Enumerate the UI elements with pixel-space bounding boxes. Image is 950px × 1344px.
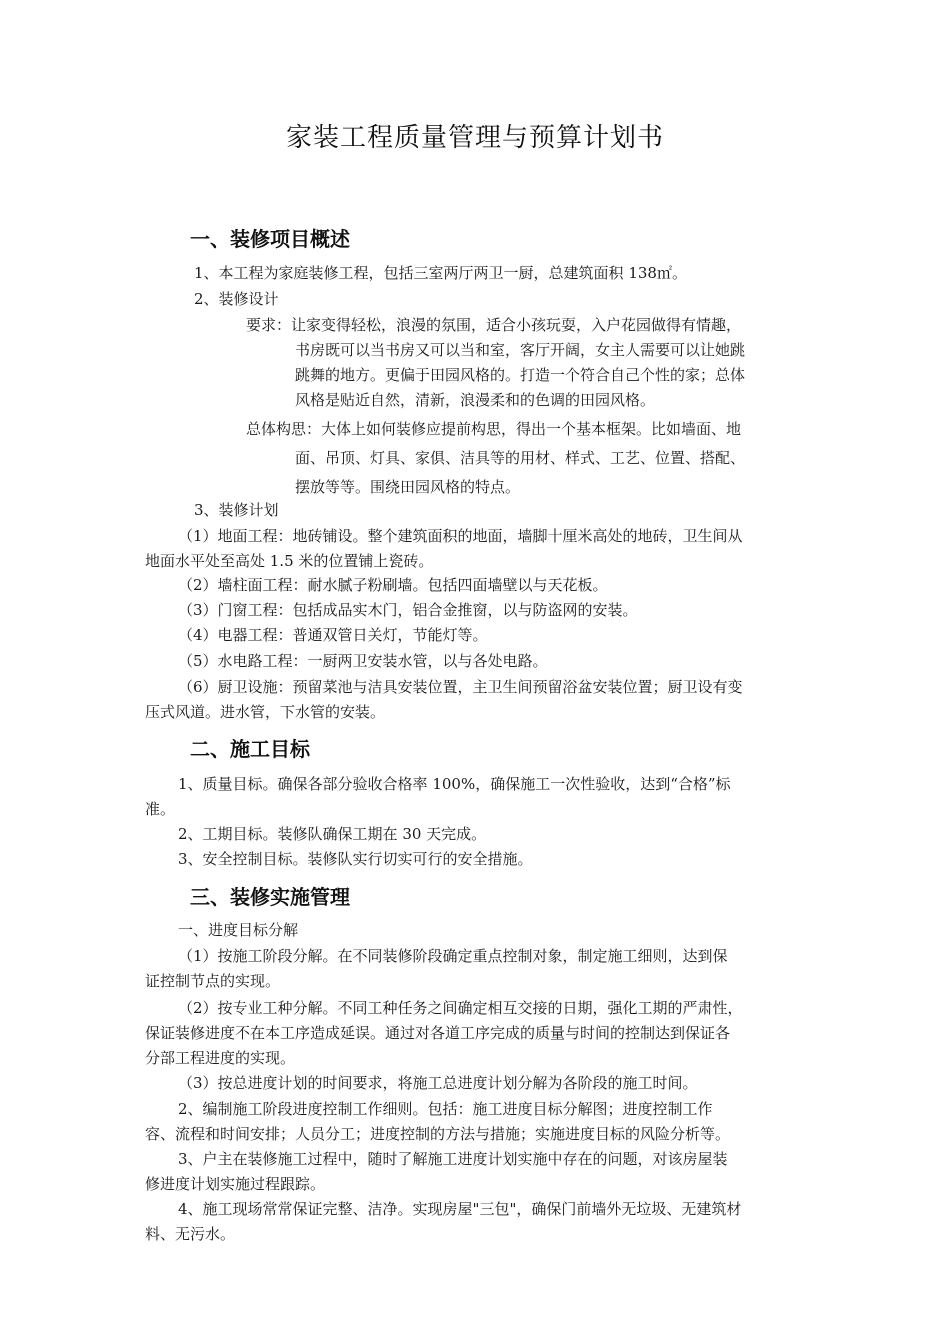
section1-heading: 一、装修项目概述 xyxy=(190,227,350,251)
goal-line: 3、安全控制目标。装修队实行切实可行的安全措施。 xyxy=(178,850,533,868)
section1-item2: 2、装修设计 xyxy=(194,290,279,308)
concept-line: 摆放等等。围绕田园风格的特点。 xyxy=(295,478,521,496)
management-line: （1）按施工阶段分解。在不同装修阶段确定重点控制对象，制定施工细则，达到保 xyxy=(178,947,728,965)
document-title: 家装工程质量管理与预算计划书 xyxy=(285,123,664,153)
management-line: 修进度计划实施过程跟踪。 xyxy=(145,1175,326,1193)
management-line: （3）按总进度计划的时间要求，将施工总进度计划分解为各阶段的施工时间。 xyxy=(178,1074,698,1092)
management-line: 4、施工现场常常保证完整、洁净。实现房屋"三包"，确保门前墙外无垃圾、无建筑材 xyxy=(178,1200,742,1218)
management-line: 料、无污水。 xyxy=(145,1225,236,1243)
section2-heading: 二、施工目标 xyxy=(190,737,310,761)
requirement-line: 要求：让家变得轻松，浪漫的氛围，适合小孩玩耍，入户花园做得有情趣， xyxy=(246,316,742,334)
goal-line: 准。 xyxy=(145,800,176,818)
plan-line: （3）门窗工程：包括成品实木门，铝合金推窗，以与防盗网的安装。 xyxy=(178,601,638,619)
management-line: 容、流程和时间安排；人员分工；进度控制的方法与措施；实施进度目标的风险分析等。 xyxy=(145,1125,731,1143)
plan-line: 地面水平处至高处 1.5 米的位置铺上瓷砖。 xyxy=(145,552,434,570)
section1-item1: 1、本工程为家庭装修工程，包括三室两厅两卫一厨，总建筑面积 138㎡。 xyxy=(194,264,687,282)
management-line: （2）按专业工种分解。不同工种任务之间确定相互交接的日期，强化工期的严肃性， xyxy=(178,999,743,1017)
requirement-line: 书房既可以当书房又可以当和室，客厅开阔，女主人需要可以让她跳 xyxy=(295,341,746,359)
requirement-line: 跳舞的地方。更偏于田园风格的。打造一个符合自己个性的家；总体 xyxy=(295,366,746,384)
plan-line: （2）墙柱面工程：耐水腻子粉刷墙。包括四面墙壁以与天花板。 xyxy=(178,576,608,594)
section1-item3: 3、装修计划 xyxy=(194,501,279,519)
management-line: 2、编制施工阶段进度控制工作细则。包括：施工进度目标分解图；进度控制工作 xyxy=(178,1100,713,1118)
plan-line: （5）水电路工程：一厨两卫安装水管，以与各处电路。 xyxy=(178,652,548,670)
management-line: 保证装修进度不在本工序造成延误。通过对各道工序完成的质量与时间的控制达到保证各 xyxy=(145,1024,731,1042)
management-line: 分部工程进度的实现。 xyxy=(145,1049,296,1067)
management-line: 一、进度目标分解 xyxy=(178,921,299,939)
plan-line: （6）厨卫设施：预留菜池与洁具安装位置，主卫生间预留浴盆安装位置；厨卫设有变 xyxy=(178,678,743,696)
plan-line: （1）地面工程：地砖铺设。整个建筑面积的地面，墙脚十厘米高处的地砖，卫生间从 xyxy=(178,527,743,545)
plan-line: （4）电器工程：普通双管日关灯，节能灯等。 xyxy=(178,626,488,644)
concept-line: 面、吊顶、灯具、家俱、洁具等的用材、样式、工艺、位置、搭配、 xyxy=(295,449,746,467)
goal-line: 1、质量目标。确保各部分验收合格率 100%，确保施工一次性验收，达到“合格”标 xyxy=(178,775,731,793)
section3-heading: 三、装修实施管理 xyxy=(190,885,350,909)
management-line: 3、户主在装修施工过程中，随时了解施工进度计划实施中存在的问题，对该房屋装 xyxy=(178,1150,728,1168)
management-line: 证控制节点的实现。 xyxy=(145,972,281,990)
concept-line: 总体构思：大体上如何装修应提前构思，得出一个基本框架。比如墙面、地 xyxy=(246,420,742,438)
goal-line: 2、工期目标。装修队确保工期在 30 天完成。 xyxy=(178,825,487,843)
requirement-line: 风格是贴近自然，清新，浪漫柔和的色调的田园风格。 xyxy=(295,391,656,409)
plan-line: 压式风道。进水管，下水管的安装。 xyxy=(145,703,386,721)
